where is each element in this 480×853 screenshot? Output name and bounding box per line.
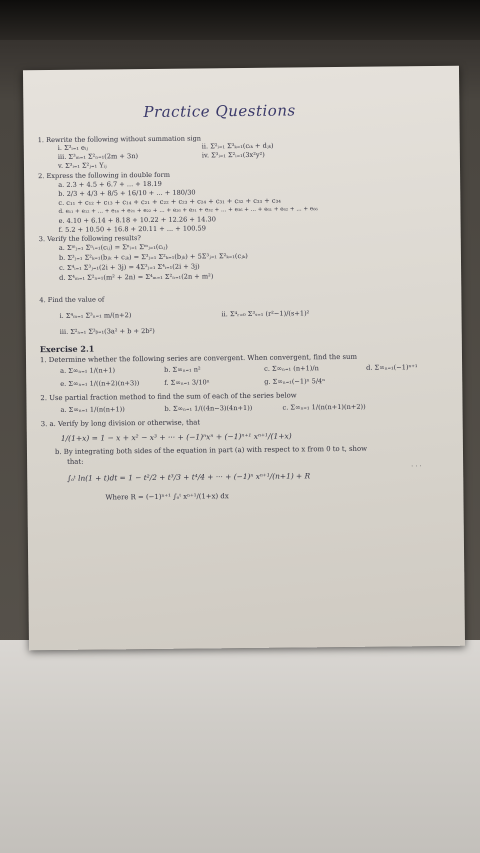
exercise-q1-e: e. Σ∞ₙ₌₁ 1/((n+2)(n+3)) [60,379,140,388]
exercise-q1-b: b. Σ∞ₙ₌₁ n² [164,365,201,374]
exercise-q3b-that: that: [67,457,84,466]
q1-item-iv: iv. Σ³ᵢ₌₁ Σ²ᵢ₌₁(3x²y²) [201,150,265,160]
q1-item-v: v. Σ³ᵢ₌₁ Σ²ⱼ₌₁ Yᵢⱼ [57,161,107,170]
question-3-heading: 3. Verify the following results? [38,234,141,244]
q2-item-c: c. c₁₁ + c₁₂ + c₁₃ + c₁₄ + c₂₁ + c₂₂ + c₂₃ + c₂₄ + c₃₁ + c₃₂ + c₃₃ + c₃₄ [58,196,281,207]
exercise-q3b-where: Where R = (−1)ⁿ⁺¹ ∫ₒᵗ xⁿ⁺¹/(1+x) dx [105,492,229,502]
exercise-q2-heading: 2. Use partial fraction method to find the sum of each of the series below [40,391,297,403]
exercise-q1-d: d. Σ∞ₙ₌₁(−1)ⁿ⁺¹ [366,363,418,372]
exercise-title: Exercise 2.1 [39,343,95,355]
worksheet-paper [23,66,465,651]
exercise-q3b-heading: b. By integrating both sides of the equation in part (a) with respect to x from 0 to t, show [54,444,368,456]
q2-item-e: e. 4.10 + 6.14 + 8.18 + 10.22 + 12.26 + 14.30 [58,215,216,225]
exercise-q3a-heading: 3. a. Verify by long division or otherwise, that [40,418,201,429]
exercise-q2-c: c. Σ∞ₙ₌₁ 1/(n(n+1)(n+2)) [282,402,366,412]
q2-item-b: b. 2/3 + 4/3 + 8/5 + 16/10 + ... + 180/30 [58,188,196,198]
q1-item-iii: iii. Σ³ₘ₌₁ Σ²ₙ₌₁(2m + 3n) [57,152,139,161]
q4-item-iii: iii. Σ²ₐ₌₁ Σ³ᵦ₌₁(3a² + b + 2b²) [59,326,155,336]
exercise-q2-a: a. Σ∞ₙ₌₁ 1/(n(n+1)) [60,405,125,414]
q2-item-d: d. e₁₁ + e₁₂ + ... + e₁₆ + e₂₁ + e₂₂ + ... + e₂₆ + e₃₁ + e₃₂ + ... + e₃₆ + ... + e₆₁ + e₆₂ + ... + e₆₆ [58,206,318,215]
q1-item-ii: ii. Σ²ᵢ₌₁ Σ³ₖ₌₁(cᵢₖ + dⱼₖ) [201,141,274,151]
q2-item-f: f. 5.2 + 10.50 + 16.8 + 20.11 + ... + 100.59 [58,224,206,234]
q2-item-a: a. 2.3 + 4.5 + 6.7 + ... + 18.19 [58,179,162,189]
q3-item-a: a. Σᵐⱼ₌₁ Σⁿᵢ₌₁(cᵢⱼ) = Σⁿᵢ₌₁ Σᵐⱼ₌₁(cᵢⱼ) [58,242,168,252]
exercise-q1-g: g. Σ∞ₙ₌₁(−1)ⁿ 5/4ⁿ [264,377,326,386]
exercise-q1-heading: 1. Determine whether the following series are convergent. When convergent, find the sum [39,352,358,365]
cloth-background [0,640,480,853]
q3-item-b: b. Σ³ⱼ₌₁ Σ²ₖ₌₁(bⱼₖ + cⱼₖ) = Σ³ⱼ₌₁ Σ²ₖ₌₁(bⱼₖ) + 5Σ³ⱼ₌₁ Σ²ₖ₌₁(cⱼₖ) [58,251,248,262]
q4-item-ii: ii. Σ⁴ᵣ₌₀ Σ³ₛ₌₁ (r²−1)/(s+1)² [221,309,310,319]
exercise-q1-f: f. Σ∞ₙ₌₁ 3/10ⁿ [164,378,210,387]
exercise-q1-c: c. Σ∞ₙ₌₁ (n+1)/n [264,364,319,373]
exercise-q3b-equation: ∫ₒᵗ ln(1 + t)dt = 1 − t²/2 + t³/3 + t⁴/4 + ··· + (−1)ⁿ xⁿ⁺¹/(n+1) + R [67,471,311,483]
stray-dots: . . . [411,460,422,469]
exercise-q3a-equation: 1/(1+x) = 1 − x + x² − x³ + ··· + (−1)ⁿxⁿ + (−1)ⁿ⁺¹ xⁿ⁺¹/(1+x) [60,431,292,443]
exercise-q2-b: b. Σ∞ₙ₌₁ 1/((4n−3)(4n+1)) [164,403,253,413]
worksheet-title: Practice Questions [143,101,296,122]
question-2-heading: 2. Express the following in double form [38,170,171,181]
exercise-q1-a: a. Σ∞ₙ₌₁ 1/(n+1) [60,366,116,375]
q1-item-i: i. Σ³ᵢ₌₁ eᵢⱼ [57,143,88,152]
table-edge [0,0,480,40]
question-1-heading: 1. Rewrite the following without summation sign [37,134,202,145]
q4-item-i: i. Σ⁴ₘ₌₁ Σ³ₙ₌₁ m/(n+2) [59,311,132,320]
q3-item-d: d. Σ⁴ₘ₌₁ Σ²ₙ₌₁(m² + 2n) = Σ⁴ₘ₌₁ Σ²ₙ₌₁(2n + m²) [59,272,214,282]
question-4-heading: 4. Find the value of [39,295,105,305]
q3-item-c: c. Σ⁴ᵢ₌₁ Σ³ⱼ₌₁(2i + 3j) = 4Σ³ⱼ₌₁ Σ⁴ᵢ₌₁(2i + 3j) [59,262,200,272]
